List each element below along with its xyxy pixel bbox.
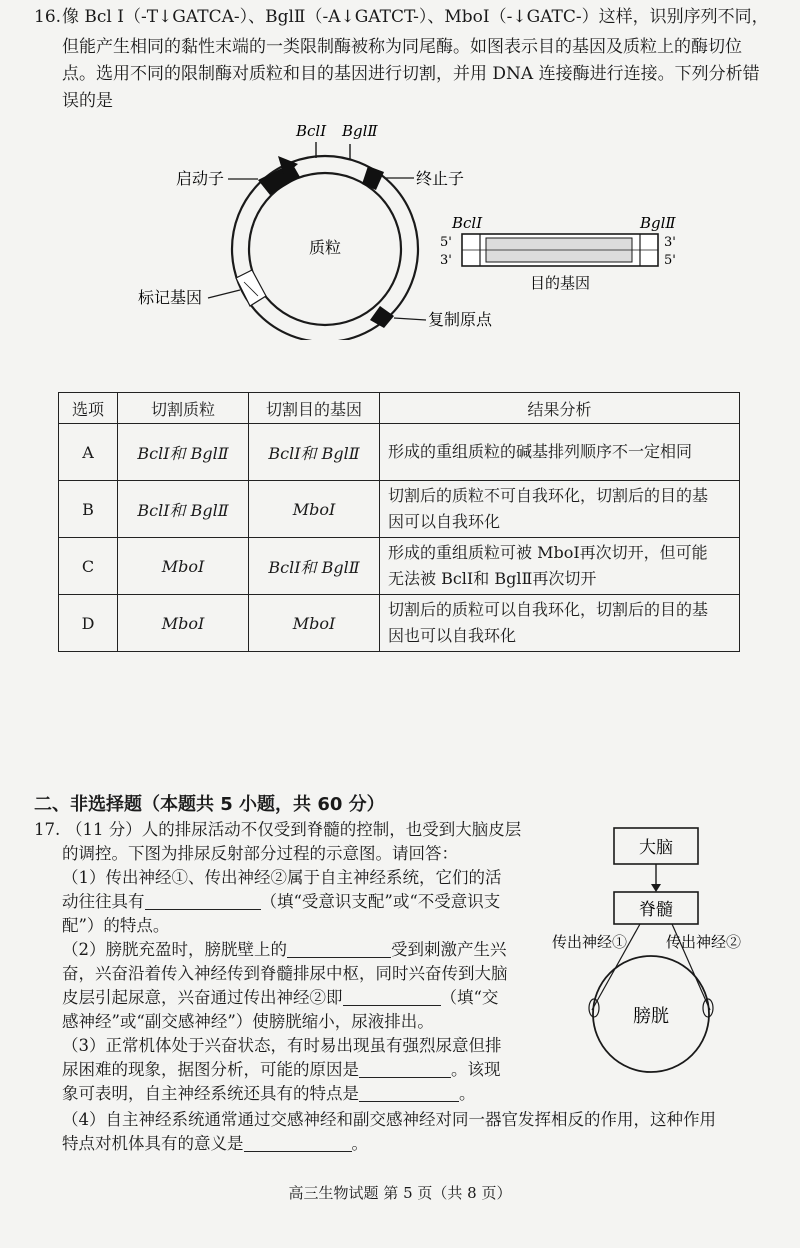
q17-p2-d: 感神经”或“副交感神经”）使膀胱缩小，尿液排出。 <box>62 1012 434 1031</box>
q17-p4-a: （4）自主神经系统通常通过交感神经和副交感神经对同一器官发挥相反的作用，这种作用 <box>62 1110 716 1129</box>
marker-gene-block <box>236 270 266 306</box>
marker-gene-label: 标记基因 <box>138 288 203 307</box>
plasmid-cut: MboⅠ <box>118 538 249 595</box>
table-row <box>59 481 740 538</box>
q16-number: 16. <box>34 7 62 27</box>
brain-label: 大脑 <box>639 838 673 858</box>
q17-p1-b: 动往往具有 （填“受意识支配”或“不受意识支 <box>62 892 501 911</box>
gene-3-right: 3' <box>664 235 676 250</box>
site-bgl-label: BglⅡ <box>342 122 378 140</box>
nerve-2-label: 传出神经② <box>666 933 742 951</box>
table-header-row <box>59 393 740 424</box>
target-gene-diagram <box>440 214 676 292</box>
option-b: B <box>59 481 118 538</box>
q17-p1-c: 配”）的特点。 <box>62 916 170 935</box>
q17-p4-b: 特点对机体具有的意义是 。 <box>62 1134 368 1153</box>
answer-blank[interactable] <box>359 1059 451 1078</box>
header-option: 选项 <box>59 393 118 424</box>
result-analysis: 形成的重组质粒可被 MboⅠ再次切开，但可能 无法被 BclⅠ和 BglⅡ再次切开 <box>380 538 740 595</box>
table-row <box>59 424 740 481</box>
spinal-label: 脊髓 <box>639 900 673 920</box>
answer-blank[interactable] <box>244 1133 352 1152</box>
header-gene: 切割目的基因 <box>249 393 380 424</box>
gene-caption: 目的基因 <box>529 274 591 292</box>
gene-3-left: 3' <box>440 253 452 268</box>
gene-left-enzyme: BclⅠ <box>452 214 483 232</box>
q16-line-4: 误的是 <box>62 91 113 111</box>
result-analysis: 切割后的质粒不可自我环化，切割后的目的基 因可以自我环化 <box>380 481 740 538</box>
plasmid-cut: BclⅠ和 BglⅡ <box>118 481 249 538</box>
nerve-1-label: 传出神经① <box>552 933 628 951</box>
reflex-diagram <box>540 820 780 1080</box>
plasmid-cut: BclⅠ和 BglⅡ <box>118 424 249 481</box>
option-a: A <box>59 424 118 481</box>
q17-number: 17. <box>34 820 61 839</box>
section-title: 二、非选择题（本题共 5 小题，共 60 分） <box>34 794 385 815</box>
q17-intro-2: 的调控。下图为排尿反射部分过程的示意图。请回答： <box>62 844 458 863</box>
table-row <box>59 595 740 652</box>
header-result: 结果分析 <box>380 393 740 424</box>
gene-cut: MboⅠ <box>249 481 380 538</box>
gene-right-enzyme: BglⅡ <box>640 214 676 232</box>
terminator-label: 终止子 <box>416 169 465 188</box>
q17-p2-c: 皮层引起尿意，兴奋通过传出神经②即 （填“交 <box>62 988 499 1007</box>
gene-5-left: 5' <box>440 235 452 250</box>
q17-p1-a: （1）传出神经①、传出神经②属于自主神经系统，它们的活 <box>62 868 502 887</box>
option-c: C <box>59 538 118 595</box>
q17-p3-b: 尿困难的现象，据图分析，可能的原因是 。该现 <box>62 1060 501 1079</box>
origin-label: 复制原点 <box>428 310 493 329</box>
plasmid-diagram <box>0 120 800 340</box>
gene-cut: MboⅠ <box>249 595 380 652</box>
gene-5-right: 5' <box>664 253 676 268</box>
origin-block <box>370 306 394 328</box>
header-plasmid: 切割质粒 <box>118 393 249 424</box>
bladder-label: 膀胱 <box>633 1006 669 1027</box>
arrow-down-icon <box>651 884 661 892</box>
q16-line-1: 像 Bcl Ⅰ（-T↓GATCA-）、BglⅡ（-A↓GATCT-）、MboⅠ（-↓GATC-）这样，识别序列不同， <box>62 7 769 27</box>
result-analysis: 形成的重组质粒的碱基排列顺序不一定相同 <box>380 424 740 481</box>
q16-line-2: 但能产生相同的黏性末端的一类限制酶被称为同尾酶。如图表示目的基因及质粒上的酶切位 <box>62 37 742 57</box>
page-footer: 高三生物试题 第 5 页（共 8 页） <box>288 1184 512 1202</box>
site-bcl-label: BclⅠ <box>296 122 327 140</box>
answer-blank[interactable] <box>287 939 391 958</box>
plasmid-label: 质粒 <box>308 238 342 257</box>
terminator-block <box>362 166 384 190</box>
q17-p2-b: 奋，兴奋沿着传入神经传到脊髓排尿中枢，同时兴奋传到大脑 <box>62 964 508 983</box>
gene-cut: BclⅠ和 BglⅡ <box>249 424 380 481</box>
answer-blank[interactable] <box>145 891 261 910</box>
gene-cut: BclⅠ和 BglⅡ <box>249 538 380 595</box>
options-table <box>58 392 740 652</box>
q17-intro-1: （11 分）人的排尿活动不仅受到脊髓的控制，也受到大脑皮层 <box>66 820 522 839</box>
q16-line-3: 点。选用不同的限制酶对质粒和目的基因进行切割，并用 DNA 连接酶进行连接。下列分析错 <box>62 64 760 84</box>
option-d: D <box>59 595 118 652</box>
plasmid-cut: MboⅠ <box>118 595 249 652</box>
q17-p2-a: （2）膀胱充盈时，膀胱壁上的 受到刺激产生兴 <box>62 940 507 959</box>
table-row <box>59 538 740 595</box>
q17-p3-a: （3）正常机体处于兴奋状态，有时易出现虽有强烈尿意但排 <box>62 1036 502 1055</box>
q17-p3-c: 象可表明，自主神经系统还具有的特点是 。 <box>62 1084 476 1103</box>
result-analysis: 切割后的质粒可以自我环化，切割后的目的基 因也可以自我环化 <box>380 595 740 652</box>
answer-blank[interactable] <box>359 1083 459 1102</box>
answer-blank[interactable] <box>343 987 441 1006</box>
promoter-label: 启动子 <box>176 169 225 188</box>
